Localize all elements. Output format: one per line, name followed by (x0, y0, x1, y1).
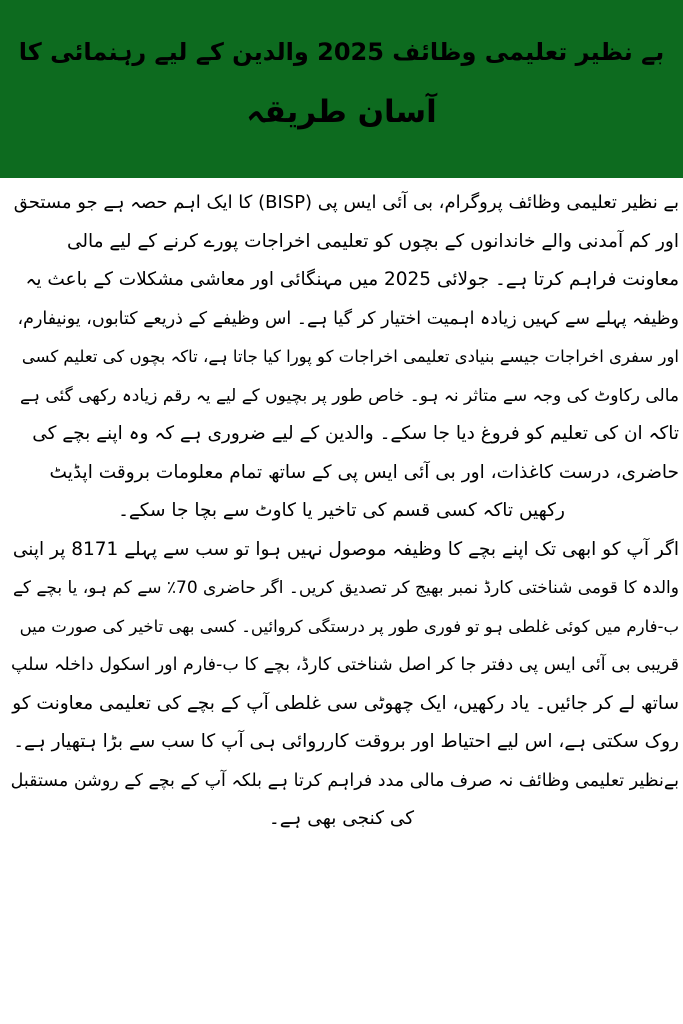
article-line: رکھیں تاکہ کسی قسم کی تاخیر یا کاوٹ سے بچا جا سکے۔ (118, 500, 565, 521)
article-line: معاونت فراہم کرتا ہے۔ جولائی 2025 میں مہنگائی اور معاشی مشکلات کے باعث یہ (25, 269, 679, 290)
article-line: کی کنجی بھی ہے۔ (268, 808, 415, 829)
article-line: روک سکتی ہے، اس لیے احتیاط اور بروقت کارروائی ہی آپ کا سب سے بڑا ہتھیار ہے۔ (13, 731, 679, 752)
article-line: اگر آپ کو ابھی تک اپنے بچے کا وظیفہ موصول نہیں ہوا تو سب سے پہلے 8171 پر اپنی (12, 538, 679, 560)
article-line: تاکہ ان کی تعلیم کو فروغ دیا جا سکے۔ والدین کے لیے ضروری ہے کہ وہ اپنے بچے کی (32, 423, 679, 444)
title-line-2: آسان طریقہ (246, 94, 437, 130)
article-line: بےنظیر تعلیمی وظائف نہ صرف مالی مدد فراہم کرتا ہے بلکہ آپ کے بچے کے روشن مستقبل (10, 770, 679, 791)
article-line: مالی رکاوٹ کی وجہ سے متاثر نہ ہو۔ خاص طور پر بچیوں کے لیے یہ رقم زیادہ رکھی گئی ہے (20, 385, 679, 406)
article-line: ب-فارم میں کوئی غلطی ہو تو فوری طور پر درستگی کروائیں۔ کسی بھی تاخیر کی صورت میں (19, 616, 679, 636)
article-line: ساتھ لے کر جائیں۔ یاد رکھیں، ایک چھوٹی سی غلطی آپ کے بچے کی تعلیمی معاونت کو (12, 692, 679, 714)
title-banner (0, 0, 683, 178)
article-line: بے نظیر تعلیمی وظائف پروگرام، بی آئی ایس پی (BISP) کا ایک اہم حصہ ہے جو مستحق (13, 192, 679, 213)
article-body (4, 184, 679, 839)
article-line: اور سفری اخراجات جیسے بنیادی تعلیمی اخراجات کو پورا کیا جاتا ہے، تاکہ بچوں کی تعلیم کسی (21, 347, 679, 366)
article-line: وظیفہ پہلے سے کہیں زیادہ اہمیت اختیار کر گیا ہے۔ اس وظیفے کے ذریعے کتابوں، یونیفارم، (17, 308, 679, 329)
article-line: والدہ کا قومی شناختی کارڈ نمبر بھیج کر تصدیق کریں۔ اگر حاضری 70٪ سے کم ہو، یا بچے کے (12, 578, 679, 598)
title-line-1: بے نظیر تعلیمی وظائف 2025 والدین کے لیے رہنمائی کا (18, 38, 665, 66)
article-line: حاضری، درست کاغذات، اور بی آئی ایس پی کے ساتھ تمام معلومات بروقت اپڈیٹ (49, 461, 679, 483)
article-line: اور کم آمدنی والے خاندانوں کے بچوں کو تعلیمی اخراجات پورے کرنے کے لیے مالی (66, 230, 679, 252)
article-line: قریبی بی آئی ایس پی دفتر جا کر اصل شناختی کارڈ، بچے کا ب-فارم اور اسکول داخلہ سلپ (10, 655, 679, 675)
